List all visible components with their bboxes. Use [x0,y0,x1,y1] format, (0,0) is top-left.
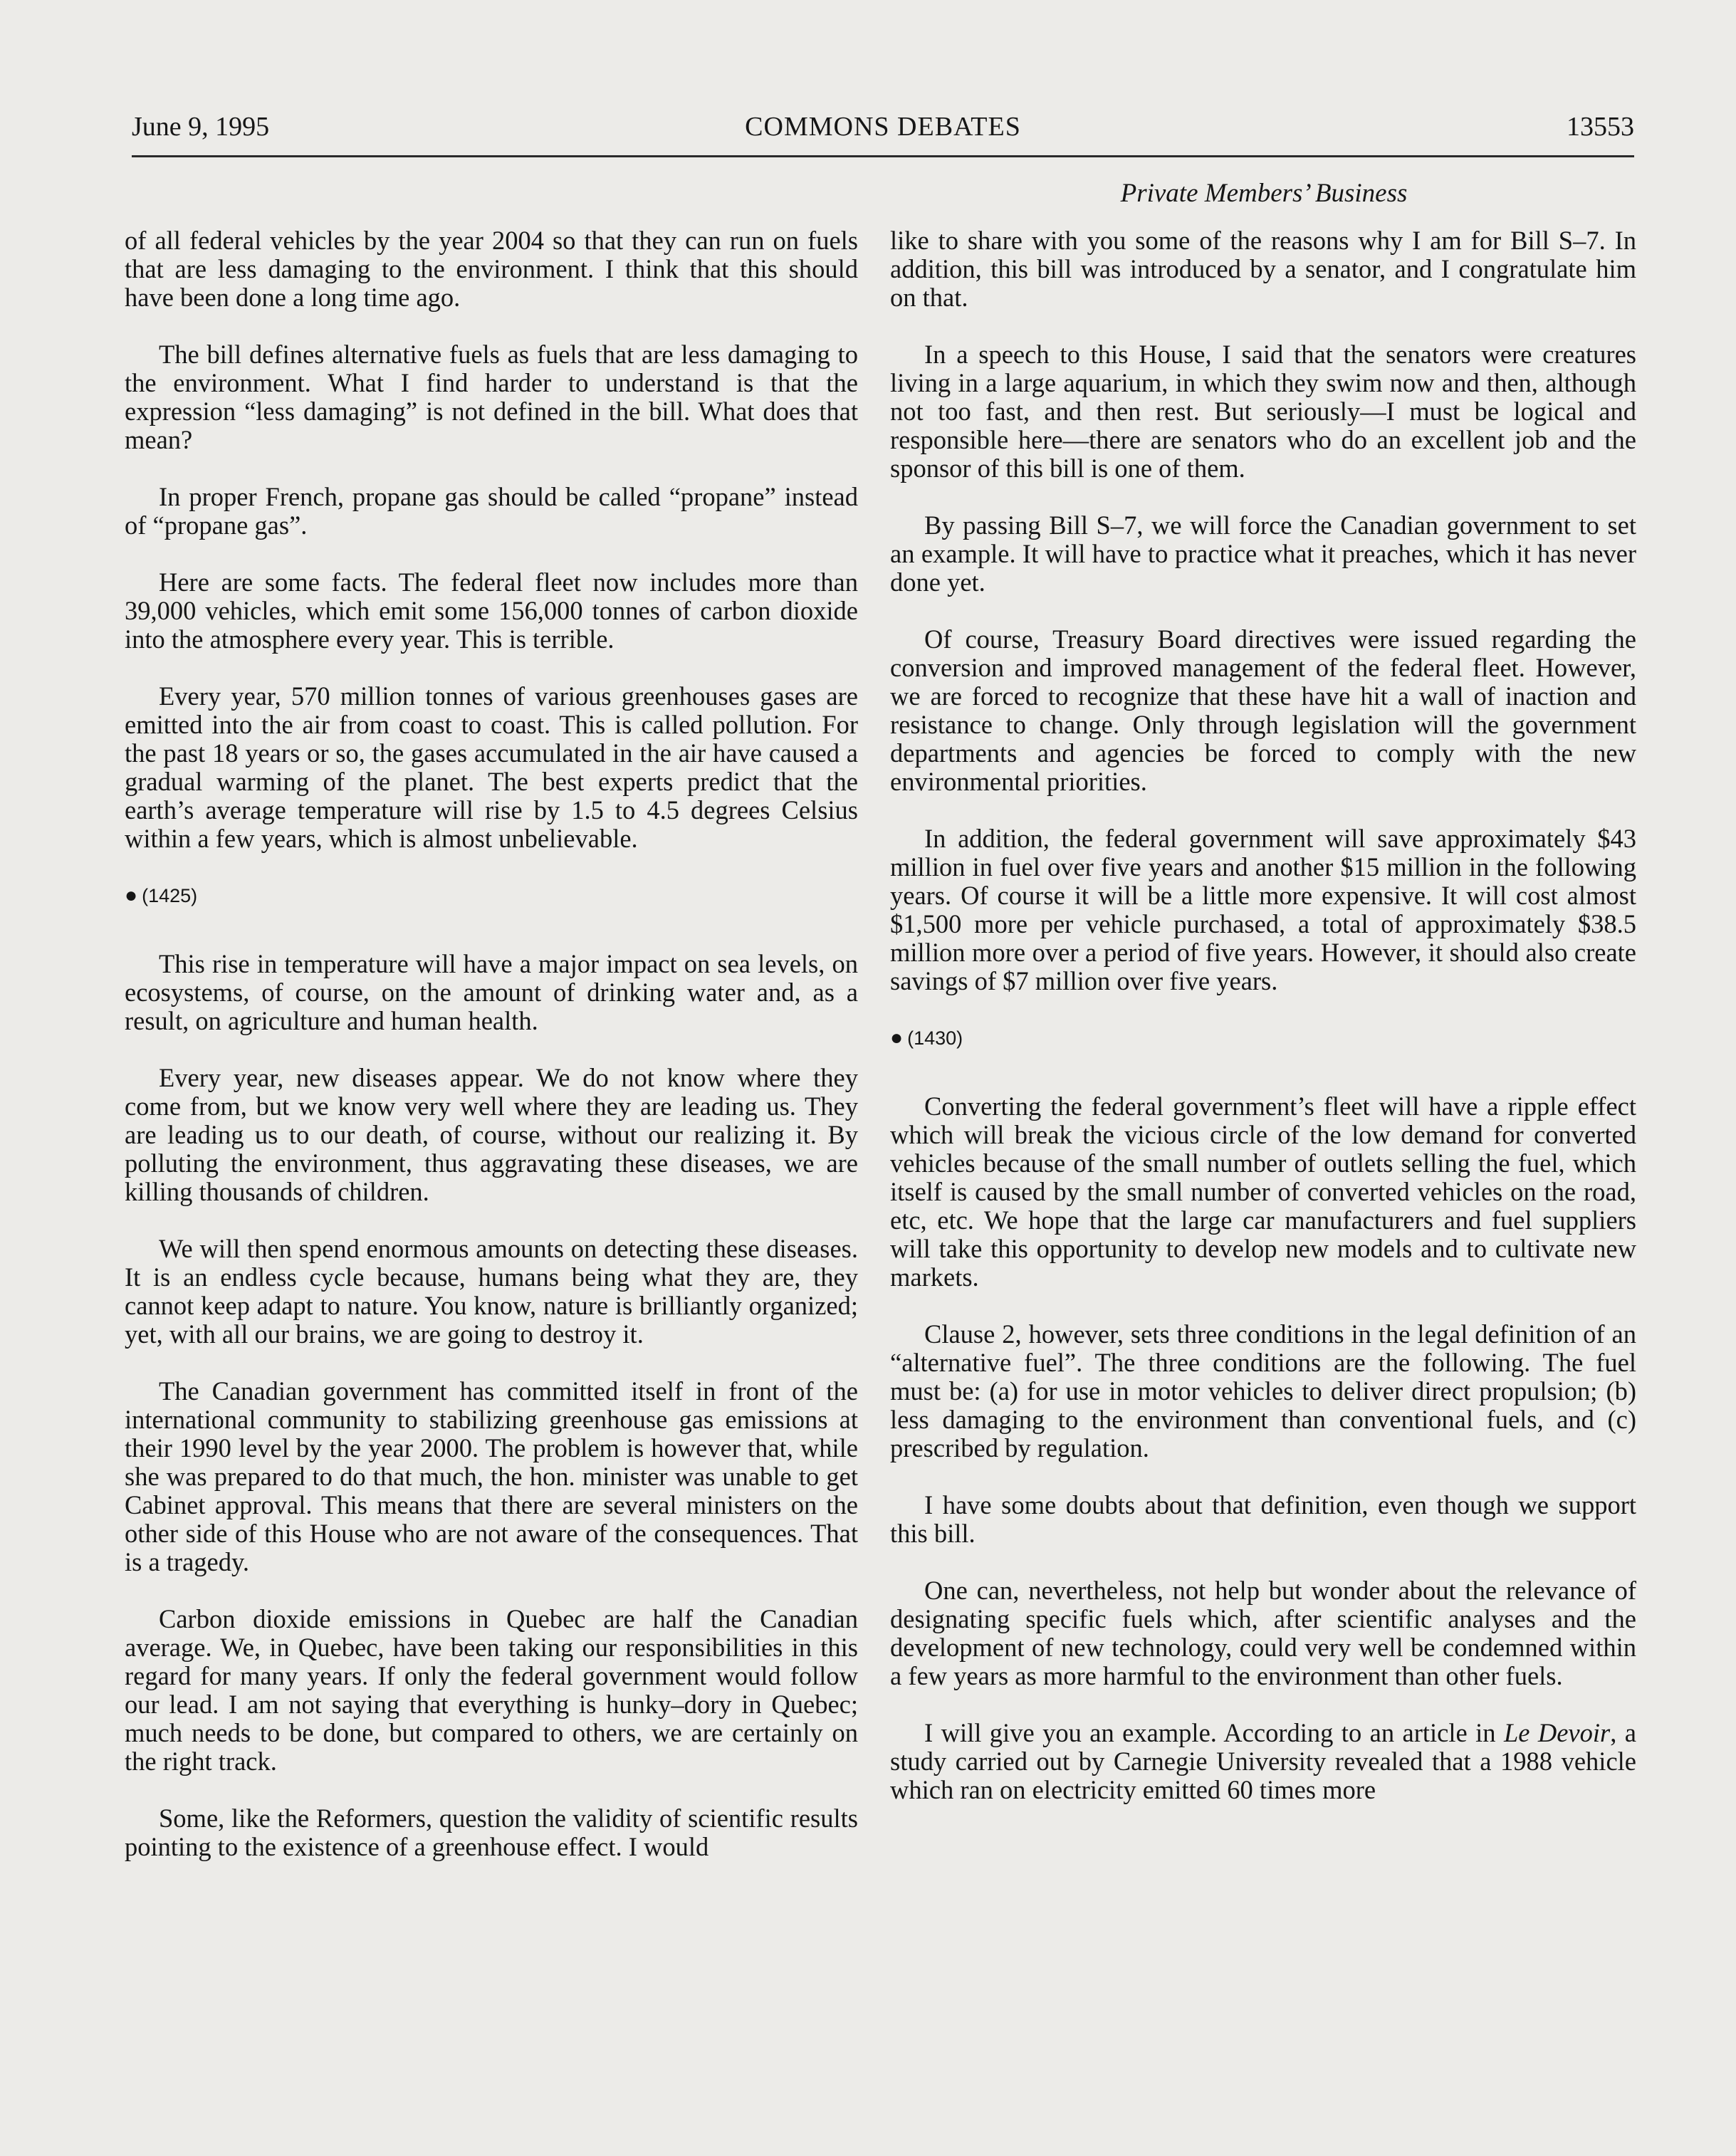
paragraph: Every year, new diseases appear. We do not know where they come from, but we know very well where they are leading us. They are leading us to our death, of course, without our realizing it. By polluting the environment, thus aggravating these diseases, we are killing thousands of children. [125,1063,858,1206]
bullet-icon: ● [125,884,138,907]
bullet-icon: ● [890,1026,904,1050]
paragraph: One can, nevertheless, not help but wonder about the relevance of designating specific fuels which, after scientific analyses and the development of new technology, could very well be condemned within a few years as more harmful to the environment than other fuels. [890,1576,1636,1690]
left-column [125,226,858,1890]
paragraph: The bill defines alternative fuels as fuels that are less damaging to the environment. What I find harder to understand is that the expression “less damaging” is not defined in the bill. What does that mean? [125,340,858,454]
paragraph: In a speech to this House, I said that the senators were creatures living in a large aquarium, in which they swim now and then, although not too fast, and then rest. But seriously—I must be logical and responsible here—there are senators who do an excellent job and the sponsor of this bill is one of them. [890,340,1636,483]
paragraph: of all federal vehicles by the year 2004 so that they can run on fuels that are less damaging to the environment. I think that this should have been done a long time ago. [125,226,858,312]
page-header [132,98,1634,157]
text-run: , a study carried out by Carnegie University revealed that a 1988 vehicle which ran on electricity emitted 60 times more [890,1718,1636,1804]
paragraph: The Canadian government has committed itself in front of the international community to stabilizing greenhouse gas emissions at their 1990 level by the year 2000. The problem is however that, while she was prepared to do that much, the hon. minister was unable to get Cabinet approval. This means that there are several ministers on the other side of this House who are not aware of the consequences. That is a tragedy. [125,1376,858,1576]
paragraph: Carbon dioxide emissions in Quebec are half the Canadian average. We, in Quebec, have been taking our responsibilities in this regard for many years. If only the federal government would follow our lead. I am not saying that everything is hunky–dory in Quebec; much needs to be done, but compared to others, we are certainly on the right track. [125,1604,858,1776]
paragraph: Clause 2, however, sets three conditions in the legal definition of an “alternative fuel”. The three conditions are the following. The fuel must be: (a) for use in motor vehicles to deliver direct propulsion; (b) less damaging to the environment than conventional fuels, and (c) prescribed by regulation. [890,1319,1636,1462]
header-publication: COMMONS DEBATES [745,112,1021,142]
paragraph: Of course, Treasury Board directives were issued regarding the conversion and improved management of the federal fleet. However, we are forced to recognize that these have hit a wall of inaction and resistance to change. Only through legislation will the government departments and agencies be forced to comply with the new environmental priorities. [890,624,1636,796]
paragraph-last [890,1719,1636,1804]
time-stamp: (1430) [907,1027,963,1049]
paragraph: Some, like the Reformers, question the validity of scientific results pointing to the existence of a greenhouse effect. I would [125,1804,858,1861]
paragraph: Here are some facts. The federal fleet now includes more than 39,000 vehicles, which emit some 156,000 tonnes of carbon dioxide into the atmosphere every year. This is terrible. [125,567,858,654]
paragraph: This rise in temperature will have a major impact on sea levels, on ecosystems, of course, on the amount of drinking water and, as a result, on agriculture and human health. [125,949,858,1035]
paragraph: Every year, 570 million tonnes of various greenhouses gases are emitted into the air from coast to coast. This is called pollution. For the past 18 years or so, the gases accumulated in the air have caused a gradual warming of the planet. The best experts predict that the earth’s average temperature will rise by 1.5 to 4.5 degrees Celsius within a few years, which is almost unbelievable. [125,681,858,853]
time-stamp: (1425) [142,885,198,906]
paragraph: Converting the federal government’s fleet will have a ripple effect which will break the vicious circle of the low demand for converted vehicles because of the small number of outlets selling the fuel, which itself is caused by the small number of converted vehicles on the road, etc, etc. We hope that the large car manufacturers and fuel suppliers will take this opportunity to develop new models and to cultivate new markets. [890,1092,1636,1292]
right-column [890,226,1636,1833]
paragraph: By passing Bill S–7, we will force the Canadian government to set an example. It will have to practice what it preaches, which it has never done yet. [890,511,1636,597]
text-run: I will give you an example. According to an article in [924,1718,1504,1747]
paragraph: like to share with you some of the reasons why I am for Bill S–7. In addition, this bill was introduced by a senator, and I congratulate him on that. [890,226,1636,312]
time-marker [125,881,858,910]
paragraph: I have some doubts about that definition, even though we support this bill. [890,1490,1636,1548]
section-label: Private Members’ Business [1120,179,1408,208]
header-page-number: 13553 [1567,112,1634,142]
paragraph: We will then spend enormous amounts on detecting these diseases. It is an endless cycle because, humans being what they are, they cannot keep adapt to nature. You know, nature is brilliantly organized; yet, with all our brains, we are going to destroy it. [125,1234,858,1349]
header-date: June 9, 1995 [132,112,270,142]
newspaper-title: Le Devoir [1503,1718,1611,1747]
time-marker [890,1024,1636,1052]
paragraph: In addition, the federal government will save approximately $43 million in fuel over five years and another $15 million in the following years. Of course it will be a little more expensive. It will cost almost $1,500 more per vehicle purchased, a total of approximately $38.5 million more over a period of five years. However, it should also create savings of $7 million over five years. [890,824,1636,995]
paragraph: In proper French, propane gas should be called “propane” instead of “propane gas”. [125,482,858,540]
